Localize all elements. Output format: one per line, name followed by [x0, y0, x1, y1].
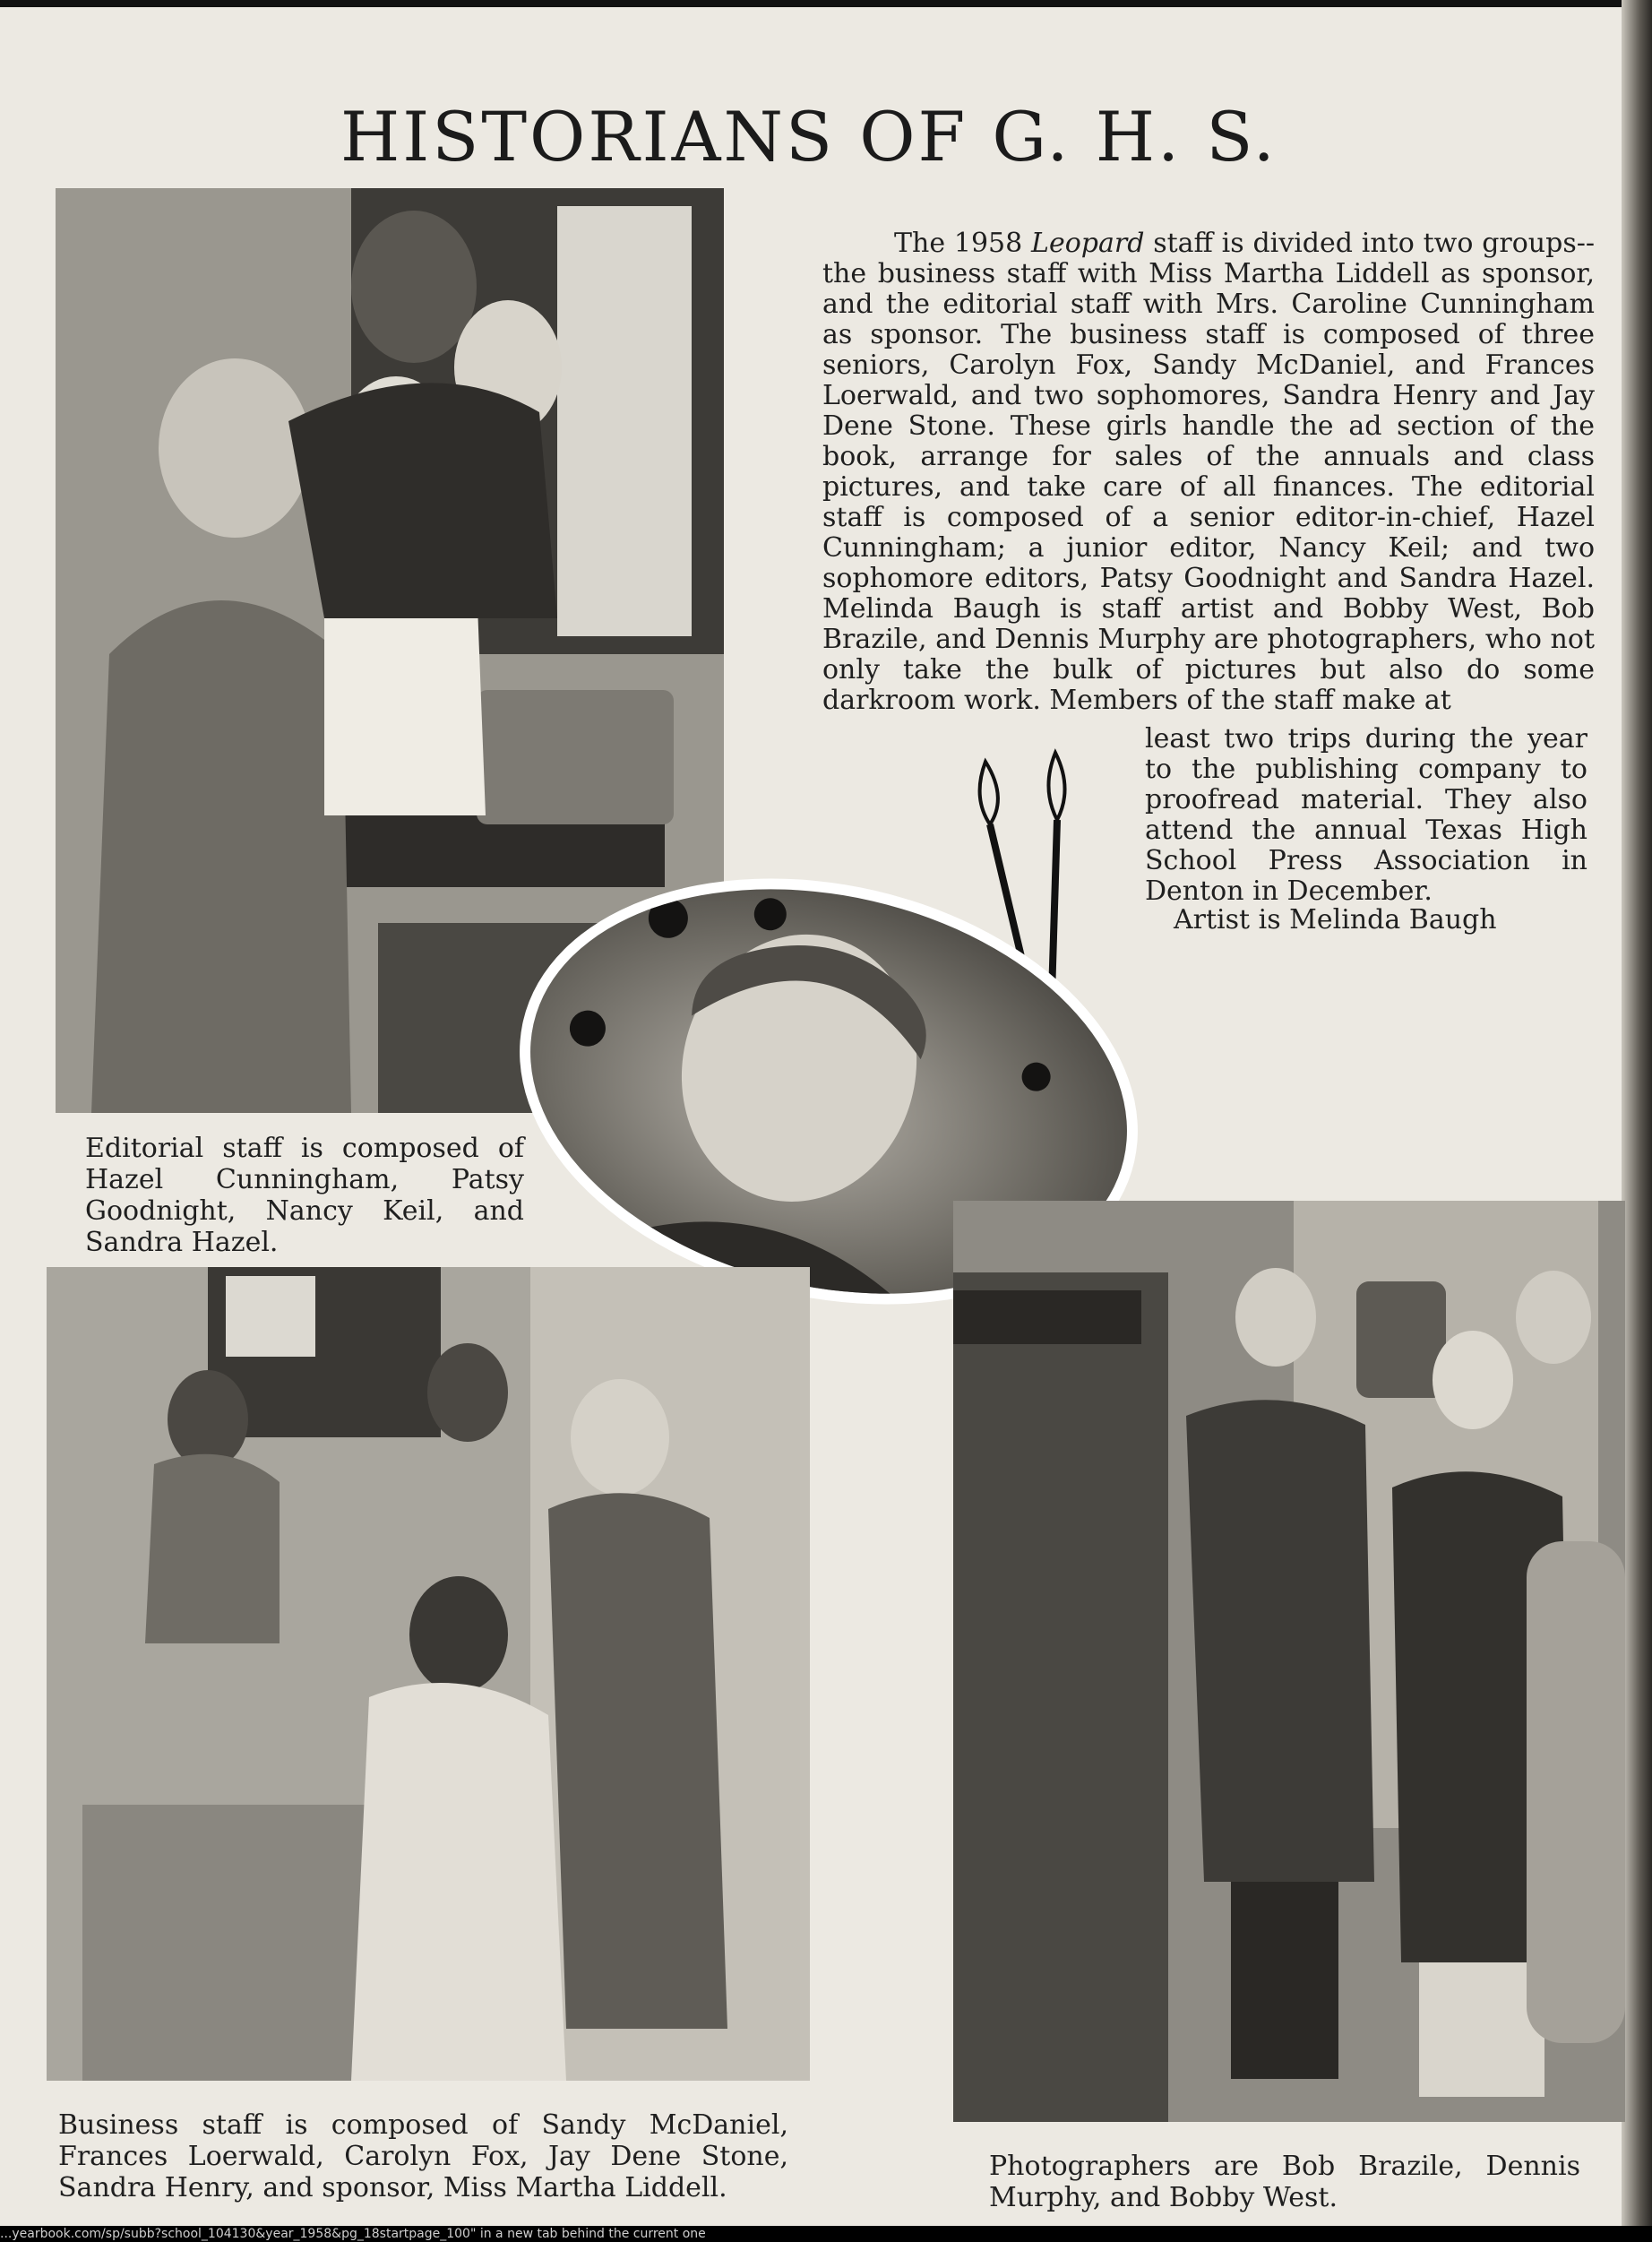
business-staff-photo — [47, 1267, 810, 2081]
intro-text-body: staff is divided into two groups-- the business staff with Miss Martha Liddell as sponsor, and the editorial staff with Mrs. Caroline Cunningham as sponsor. The business staff is composed of three seniors, Carolyn Fox, Sandy McDaniel, and Frances Loerwald, and two sophomores, Sandra Henry and Jay Dene Stone. These girls handle the ad section of the book, arrange for sales of the annuals and class pictures, and take care of all finances. The editorial staff is composed of a senior editor-in-chief, Hazel Cunningham; a junior editor, Nancy Keil; and two sophomore editors, Patsy Goodnight and Sandra Hazel. Melinda Baugh is staff artist and Bobby West, Bob Brazile, and Dennis Murphy are photographers, who not only take the bulk of pictures but also do some darkroom work. Members of the staff make at — [822, 228, 1595, 716]
browser-status-bar: ...yearbook.com/sp/subb?school_104130&year_1958&pg_18startpage_100" in a new tab behind the current one — [0, 2226, 1652, 2242]
business-staff-caption: Business staff is composed of Sandy McDaniel, Frances Loerwald, Carolyn Fox, Jay Dene Stone, Sandra Henry, and sponsor, Miss Martha Liddell. — [58, 2109, 788, 2203]
top-border — [0, 0, 1652, 7]
artist-caption: Artist is Melinda Baugh — [1174, 904, 1497, 936]
editorial-staff-caption: Editorial staff is composed of Hazel Cunningham, Patsy Goodnight, Nancy Keil, and Sandra Hazel. — [85, 1133, 524, 1258]
intro-text-lead: The 1958 — [894, 228, 1032, 259]
page-title: HISTORIANS OF G. H. S. — [340, 97, 1278, 177]
book-spine — [1622, 0, 1652, 2226]
intro-text-italic: Leopard — [1031, 228, 1145, 259]
photographers-photo — [953, 1201, 1625, 2122]
intro-paragraph — [822, 229, 1595, 716]
photographers-photo-art — [953, 1201, 1625, 2122]
intro-paragraph-continued: least two trips during the year to the publishing company to proofread material. They also attend the annual Texas High School Press Association in Denton in December. — [1145, 723, 1587, 907]
business-staff-photo-art — [47, 1267, 810, 2081]
photographers-caption: Photographers are Bob Brazile, Dennis Murphy, and Bobby West. — [989, 2151, 1580, 2213]
